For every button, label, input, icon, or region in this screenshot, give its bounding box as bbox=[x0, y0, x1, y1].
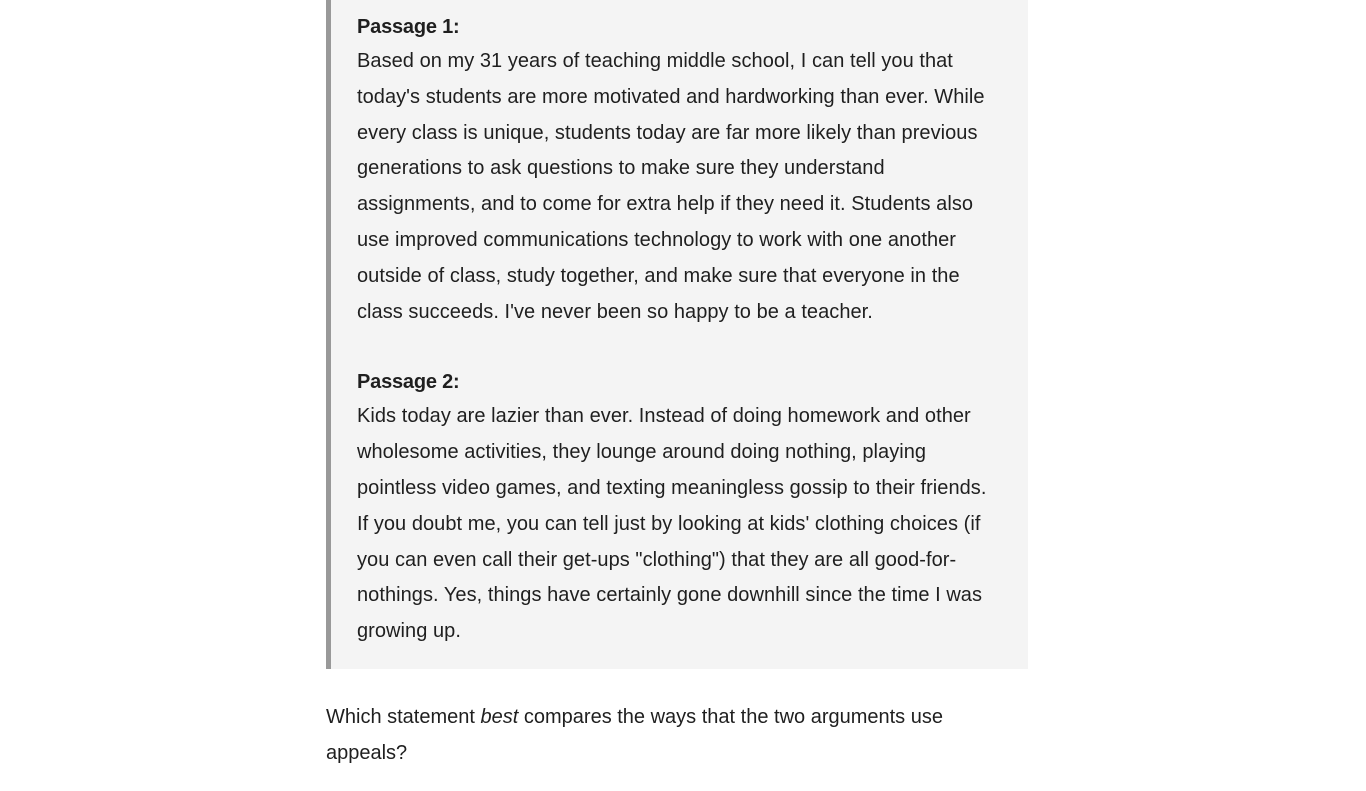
passage-1 bbox=[357, 10, 998, 330]
passage-2 bbox=[357, 365, 998, 650]
passages-blockquote bbox=[326, 0, 1028, 669]
question-prefix: Which statement bbox=[326, 705, 481, 728]
question-emphasis: best bbox=[480, 705, 519, 728]
passage-2-label: Passage 2: bbox=[357, 371, 460, 394]
passage-1-label: Passage 1: bbox=[357, 16, 460, 38]
passage-2-text: Kids today are lazier than ever. Instead of doing homework and other wholesome activities, they lounge around doing nothing, playing pointless video games, and texting meaningless gossip to their friends. If you doubt me, you can tell just by looking at kids' clothing choices (if you can even call their get-ups "clothing") that they are all good-for-nothings. Yes, things have certainly gone downhill since the time I was growing up. bbox=[357, 405, 987, 643]
question-prompt bbox=[326, 699, 1028, 771]
question-content bbox=[326, 0, 1028, 791]
passage-1-text: Based on my 31 years of teaching middle school, I can tell you that today's students are more motivated and hardworking than ever. While every class is unique, students today are far more likely than previous generations to ask questions to make sure they understand assignments, and to come for extra help if they need it. Students also use improved communications technology to work with one another outside of class, study together, and make sure that everyone in the class succeeds. I've never been so happy to be a teacher. bbox=[357, 50, 985, 323]
question-suffix: compares the ways that the two arguments use appeals? bbox=[326, 705, 943, 764]
